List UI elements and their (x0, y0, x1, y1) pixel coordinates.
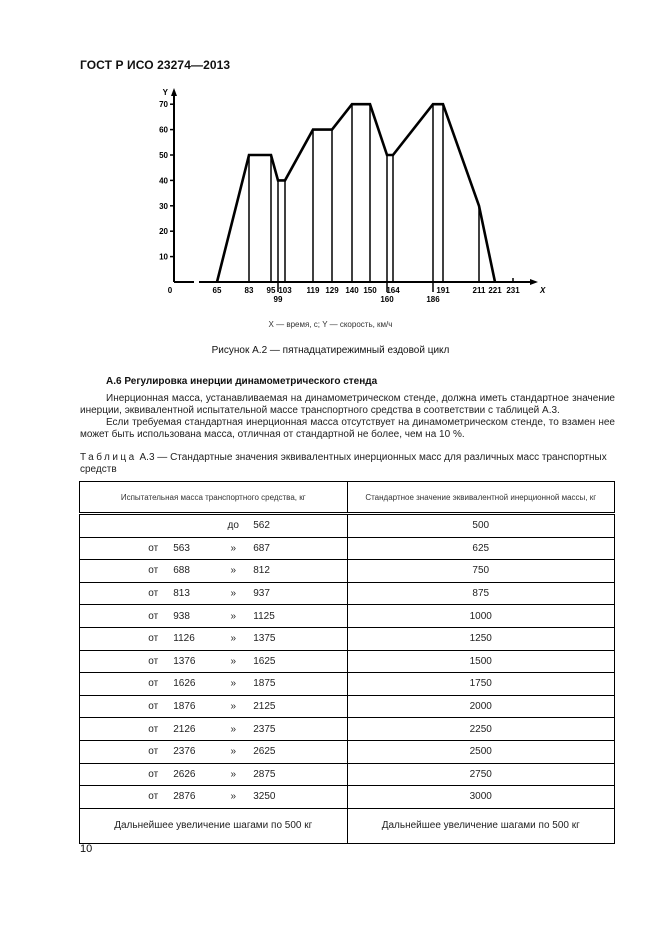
range-from-label: от (148, 565, 159, 577)
x-tick-label: 186 (426, 295, 440, 304)
range-end: 2625 (253, 746, 276, 758)
x-tick-label: 211 (472, 286, 486, 295)
test-mass-range (80, 695, 348, 718)
test-mass-range (80, 650, 348, 673)
range-start: 688 (173, 565, 190, 577)
x-tick-label: 83 (244, 286, 254, 295)
x-axis-label: X (540, 286, 546, 295)
header-test-mass: Испытательная масса транспортного средства, кг (80, 482, 348, 514)
test-mass-range (80, 786, 348, 809)
range-from-label: от (148, 791, 159, 803)
table-caption-label: Таблица (80, 452, 137, 463)
range-separator: до (227, 520, 239, 532)
y-tick-label: 70 (159, 100, 168, 110)
footer-inertia-mass: Дальнейшее увеличение шагами по 500 кг (347, 808, 615, 843)
range-end: 3250 (253, 791, 276, 803)
range-end: 2125 (253, 701, 276, 713)
paragraph-2-text: Если требуемая стандартная инерционная масса отсутствует на динамометрическом стенде, то взамен нее может быть использована масса, отличная от стандартной не более, чем на 10 %. (80, 417, 615, 440)
y-tick-label: 10 (159, 252, 168, 262)
inertia-mass-value: 2000 (347, 695, 615, 718)
x-tick-label: 119 (306, 286, 320, 295)
x-tick-label: 231 (506, 286, 520, 295)
range-separator: » (230, 723, 237, 735)
table-row (80, 695, 615, 718)
range-start (173, 520, 213, 531)
range-end: 2375 (253, 723, 276, 735)
range-from-label: от (148, 701, 159, 713)
range-separator: » (230, 610, 237, 622)
range-from-label: от (148, 655, 159, 667)
range-from-label: от (148, 610, 159, 622)
range-separator: » (230, 701, 237, 713)
x-axis-arrow-icon (530, 279, 538, 285)
inertia-mass-value: 2250 (347, 718, 615, 741)
table-row (80, 786, 615, 809)
inertia-mass-value: 3000 (347, 786, 615, 809)
table-row (80, 673, 615, 696)
speed-profile-line (217, 104, 495, 282)
axis-legend-text: X — время, с; Y — скорость, км/ч (268, 320, 393, 329)
x-tick-label: 99 (273, 295, 283, 304)
range-end: 562 (253, 520, 270, 532)
table-row (80, 560, 615, 583)
table-row (80, 514, 615, 538)
inertia-mass-value: 875 (347, 582, 615, 605)
range-start: 813 (173, 588, 190, 600)
y-axis-arrow-icon (171, 88, 177, 96)
inertia-mass-value: 750 (347, 560, 615, 583)
range-from-label: от (148, 588, 159, 600)
x-tick-label: 140 (345, 286, 359, 295)
range-start: 2626 (173, 768, 196, 780)
range-separator: » (230, 678, 237, 690)
table-row (80, 582, 615, 605)
test-mass-range (80, 718, 348, 741)
range-end: 937 (253, 588, 270, 600)
x-tick-label: 164 (386, 286, 400, 295)
range-separator: » (230, 655, 237, 667)
range-separator: » (230, 565, 237, 577)
test-mass-range (80, 740, 348, 763)
range-start: 2126 (173, 723, 196, 735)
driving-cycle-chart (150, 85, 550, 310)
x-tick-label: 221 (488, 286, 502, 295)
range-start: 1876 (173, 701, 196, 713)
y-tick-label: 20 (159, 227, 168, 237)
y-tick-label: 50 (159, 151, 168, 160)
range-start: 563 (173, 542, 190, 554)
table-row (80, 718, 615, 741)
inertia-mass-value: 500 (347, 514, 615, 538)
y-tick-label: 60 (159, 125, 168, 135)
table-caption-text: А.3 — Стандартные значения эквивалентных инерционных масс для различных масс транспортных средств (80, 452, 607, 475)
test-mass-range (80, 514, 348, 538)
footer-test-mass: Дальнейшее увеличение шагами по 500 кг (80, 808, 348, 843)
range-separator: » (230, 588, 237, 600)
range-start: 1376 (173, 655, 196, 667)
x-tick-label: 95 (266, 286, 276, 295)
section-title: А.6 Регулировка инерции динамометрического стенда (106, 376, 378, 387)
range-from-label: от (148, 678, 159, 690)
test-mass-range (80, 673, 348, 696)
paragraph-2 (80, 417, 615, 441)
range-start: 938 (173, 610, 190, 622)
table-caption (80, 452, 620, 476)
table-row (80, 650, 615, 673)
range-start: 1126 (173, 633, 195, 645)
range-separator: » (230, 746, 237, 758)
inertia-mass-value: 2750 (347, 763, 615, 786)
figure-caption: Рисунок А.2 — пятнадцатирежимный ездовой цикл (211, 345, 450, 356)
inertia-mass-table (79, 481, 615, 844)
range-from-label: от (148, 746, 159, 758)
range-end: 1125 (253, 610, 275, 622)
range-from-label: от (148, 768, 159, 780)
table-row (80, 605, 615, 628)
range-end: 1625 (253, 655, 276, 667)
range-end: 812 (253, 565, 270, 577)
page-number: 10 (80, 843, 93, 855)
range-start: 2376 (173, 746, 196, 758)
range-separator: » (230, 791, 237, 803)
inertia-mass-value: 625 (347, 537, 615, 560)
range-end: 687 (253, 542, 270, 554)
test-mass-range (80, 560, 348, 583)
test-mass-range (80, 537, 348, 560)
inertia-mass-value: 1750 (347, 673, 615, 696)
range-start: 2876 (173, 791, 196, 803)
range-start: 1626 (173, 678, 196, 690)
range-separator: » (230, 542, 237, 554)
range-end: 2875 (253, 768, 276, 780)
paragraph-1 (80, 393, 615, 417)
document-header: ГОСТ Р ИСО 23274—2013 (80, 58, 231, 72)
x-tick-label: 65 (212, 286, 222, 295)
x-tick-label: 103 (278, 286, 292, 295)
range-end: 1875 (253, 678, 276, 690)
range-separator: » (230, 633, 237, 645)
y-tick-label: 30 (159, 201, 168, 211)
table-row (80, 627, 615, 650)
range-from-label: от (148, 723, 159, 735)
range-from-label: от (148, 633, 159, 645)
test-mass-range (80, 582, 348, 605)
test-mass-range (80, 763, 348, 786)
test-mass-range (80, 605, 348, 628)
x-tick-label: 129 (325, 286, 339, 295)
x-tick-label: 0 (167, 286, 173, 295)
x-tick-label: 150 (363, 286, 377, 295)
inertia-mass-value: 1250 (347, 627, 615, 650)
paragraph-1-text: Инерционная масса, устанавливаемая на динамометрическом стенде, должна иметь стандартное значение инерции, эквивалентной испытательной массе транспортного средства в соответствии с таблицей А.3. (80, 393, 615, 416)
y-tick-label: 40 (159, 176, 168, 186)
range-from-label: от (148, 542, 159, 554)
range-separator: » (230, 768, 237, 780)
test-mass-range (80, 627, 348, 650)
table-row (80, 763, 615, 786)
range-from-label (133, 520, 173, 531)
inertia-mass-value: 2500 (347, 740, 615, 763)
range-end: 1375 (253, 633, 276, 645)
header-inertia-mass: Стандартное значение эквивалентной инерционной массы, кг (347, 482, 615, 514)
inertia-mass-value: 1000 (347, 605, 615, 628)
x-tick-label: 160 (380, 295, 394, 304)
table-row (80, 740, 615, 763)
y-axis-label: Y (162, 88, 168, 97)
x-tick-label: 191 (436, 286, 450, 295)
table-row (80, 537, 615, 560)
inertia-mass-value: 1500 (347, 650, 615, 673)
